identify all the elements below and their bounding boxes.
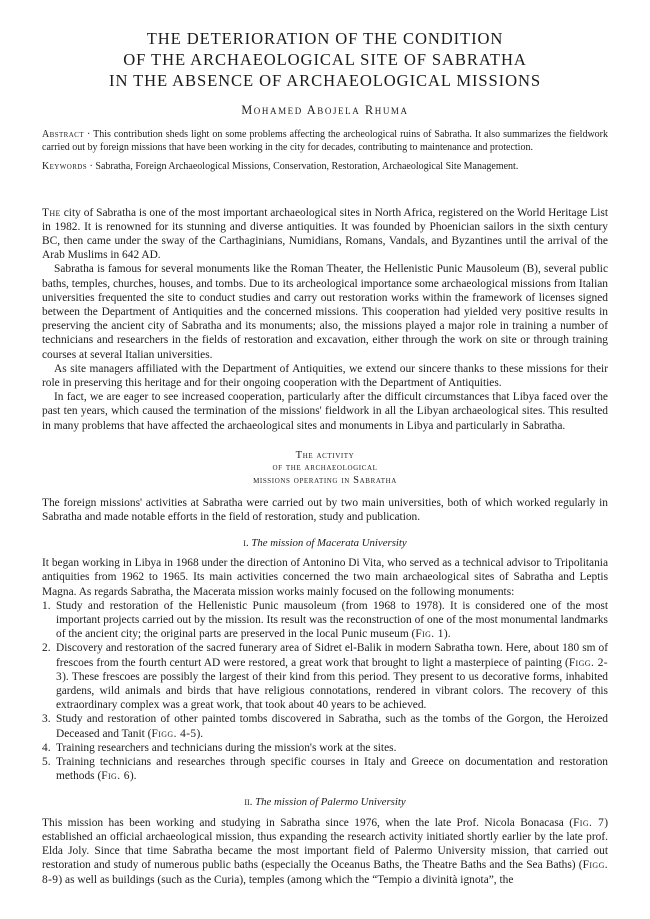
section-heading-activity <box>42 450 608 488</box>
heading-line: of the archaeological <box>272 462 378 474</box>
item-number: 2. <box>42 642 51 655</box>
subsection-number: i. <box>243 537 249 550</box>
figure-ref: Fig. 7 <box>573 816 605 829</box>
list-item: 3. Study and restoration of other painted tombs discovered in Sabratha, such as the tombs of the Gorgon, the Heroized Deceased and Tanit (Figg. 4-5). <box>42 713 608 740</box>
list-item: 2. Discovery and restoration of the sacred funerary area of Sidret el-Balik in modern Sabratha town. Here, about 180 sm of frescoes from the fourth centurt AD were restored, a great work that brought to light a masterpiece of painting (Figg. 2-3). These frescoes are possibly the largest of their kind from this period. They present to us decorative forms, inhabited gardens, wild animals and birds that have religious connotations, rendered in vibrant colors. The recovery of this extraordinary complex was a great work, that took about 40 years to be achieved. <box>42 642 609 712</box>
subsection-title: The mission of Macerata University <box>251 537 407 550</box>
title-line: THE DETERIORATION OF THE CONDITION <box>146 29 504 48</box>
abstract-text: · This contribution sheds light on some problems affecting the archeological ruins of Sabratha. It also summarizes the fieldwork carried out by foreign missions that have been working in the city for decades, contributing to maintenance and protection. <box>42 129 608 153</box>
figure-ref: Figg. 2-3 <box>56 656 609 683</box>
intro-paragraph-2: Sabratha is famous for several monuments like the Roman Theater, the Hellenistic Punic Mausoleum (B), several public baths, temples, churches, houses, and tombs. Due to its archeological importance some archaeological missions from Italian universities frequented the site to conduct studies and carry out restoration works within the framework of licenses signed between the Department of Antiquities and the concerned missions. This cooperation had yielded very positive results in preserving the ancient city of Sabratha and its monuments; also, the missions played a major role in training a number of technicians and researchers in the fields of restoration and excavation, either through the work on site or through training courses at several Italian universities. <box>42 263 608 361</box>
abstract <box>42 129 608 155</box>
item-number: 3. <box>42 713 51 726</box>
figure-ref: Figg. 8-9 <box>42 859 608 886</box>
heading-line: missions operating in Sabratha <box>253 475 397 487</box>
list-item: 4. Training researchers and technicians during the mission's work at the sites. <box>42 741 397 754</box>
lead-word: The <box>42 206 61 219</box>
intro-text: city of Sabratha is one of the most important archaeological sites in North Africa, registered on the World Heritage List in 1982. It is renowned for its stunning and diverse antiquities. It was founded by Phoenician sailors in the sixth century BC, then came under the sway of the Carthaginians, Numidians, Romans, Vandals, and Byzantines until the arrival of the Arab Muslims in 642 AD. <box>42 206 608 262</box>
list-item: 5. Training technicians and researches through specific courses in Italy and Greece on documentation and restoration methods (Fig. 6). <box>42 756 608 783</box>
keywords <box>42 161 608 174</box>
item-number: 4. <box>42 741 51 754</box>
list-item: 1. Study and restoration of the Hellenistic Punic mausoleum (from 1968 to 1978). It is considered one of the most important projects carried out by the mission. Its result was the reconstruction of one of the most monumental landmarks of the ancient city; the original parts are preserved in the local Punic museum (Fig. 1). <box>42 599 608 641</box>
paper-body <box>42 206 608 887</box>
keywords-text: · Sabratha, Foreign Archaeological Missions, Conservation, Restoration, Archaeological Site Management. <box>87 160 519 172</box>
figure-ref: Fig. 6 <box>101 770 130 783</box>
paper-title <box>42 28 608 91</box>
title-line: OF THE ARCHAEOLOGICAL SITE OF SABRATHA <box>123 50 527 69</box>
item-number: 1. <box>42 599 51 612</box>
title-line: IN THE ABSENCE OF ARCHAEOLOGICAL MISSIONS <box>109 71 541 90</box>
keywords-label: Keywords <box>42 160 88 172</box>
intro-paragraph-4: In fact, we are eager to see increased cooperation, particularly after the difficult circumstances that Libya faced over the past ten years, which caused the termination of the missions' fieldwork in all the Libyan archaeological sites. This resulted in many problems that have affected the archaeological sites and monuments in Libya and particularly in Sabratha. <box>42 391 608 432</box>
heading-line: The activity <box>295 449 355 461</box>
activity-paragraph: The foreign missions' activities at Sabratha were carried out by two main universities, both of which worked regularly in Sabratha and made notable efforts in the field of restoration, study and publication. <box>42 496 608 523</box>
abstract-label: Abstract <box>42 129 84 141</box>
figure-ref: Fig. 1 <box>415 628 444 641</box>
palermo-paragraph: This mission has been working and studying in Sabratha since 1976, when the late Prof. Nicola Bonacasa (Fig. 7) established an official archaeological mission, thus expanding the research activity initiated shortly earlier by the late prof. Elda Joly. Since that time Sabratha became the most important field of Palermo University mission, that carried out restoration and study of numerous public baths (especially the Oceanus Baths, the Theatre Baths and the Sea Baths) (Figg. 8-9) as well as buildings (such as the Curia), temples (among which the “Tempio a divinità ignota”, the <box>42 816 608 886</box>
subsection-heading-macerata <box>42 536 608 550</box>
subsection-heading-palermo <box>42 795 608 809</box>
item-number: 5. <box>42 756 51 769</box>
macerata-list <box>42 599 608 784</box>
figure-ref: Figg. 4-5 <box>151 727 197 740</box>
intro-paragraph-1 <box>42 206 608 263</box>
subsection-title: The mission of Palermo University <box>255 796 406 809</box>
macerata-intro: It began working in Libya in 1968 under the direction of Antonino Di Vita, who served as a technical advisor to Tripolitania antiquities from 1962 to 1965. Its main activities concerned the two main archaeological sites of Sabratha and Leptis Magna. As regards Sabratha, the Macerata mission works mainly focused on the following monuments: <box>42 557 608 598</box>
subsection-number: ii. <box>244 796 253 809</box>
author-name: Mohamed Abojela Rhuma <box>241 103 409 117</box>
intro-paragraph-3: As site managers affiliated with the Department of Antiquities, we extend our sincere thanks to these missions for their role in preserving this heritage and for their ongoing cooperation with the Department of Antiquities. <box>42 362 608 390</box>
